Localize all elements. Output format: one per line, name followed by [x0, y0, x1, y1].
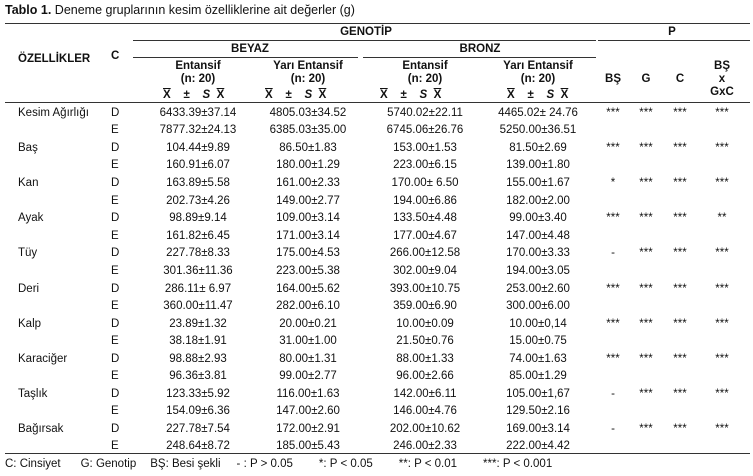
- cell-value: 133.50±4.48: [393, 212, 457, 225]
- s-symbol: S: [304, 89, 313, 101]
- significance-mark: ***: [673, 212, 687, 225]
- sex-e: E: [111, 264, 119, 277]
- rule-top: [5, 23, 750, 24]
- sex-d: D: [111, 352, 120, 365]
- sex-d: D: [111, 107, 120, 119]
- plus-minus-symbol: ±: [183, 89, 190, 101]
- cell-value: 175.00±4.53: [276, 247, 340, 260]
- cell-value: 170.00±3.33: [506, 247, 570, 260]
- cell-value: 301.36±11.36: [163, 264, 233, 277]
- cell-value: 99.00±2.77: [279, 370, 337, 382]
- cell-value: 6745.06±26.76: [386, 124, 464, 137]
- sex-e: E: [111, 370, 119, 382]
- significance-mark: ***: [606, 352, 620, 365]
- header-p: P: [668, 26, 676, 38]
- significance-mark: ***: [639, 317, 653, 330]
- significance-mark: ***: [606, 212, 620, 225]
- header-bs: BŞ: [605, 73, 621, 85]
- cell-value: 23.89±1.32: [169, 317, 227, 330]
- row-label: Baş: [18, 142, 38, 155]
- header-beyaz-entansif-n: (n: 20): [180, 73, 216, 85]
- significance-mark: ***: [673, 352, 687, 365]
- sex-e: E: [111, 440, 119, 453]
- cell-value: 142.00±6.11: [393, 387, 457, 400]
- cell-value: 227.78±7.54: [166, 422, 230, 435]
- row-label: Karaciğer: [18, 352, 68, 365]
- cell-value: 155.00±1.67: [506, 177, 570, 190]
- cell-value: 139.00±1.80: [506, 159, 570, 172]
- cell-value: 227.78±8.33: [166, 247, 230, 260]
- significance-mark: ***: [715, 177, 729, 190]
- rule-header-bottom: [5, 102, 750, 103]
- cell-value: 222.00±4.42: [506, 440, 570, 453]
- sex-d: D: [111, 177, 120, 190]
- cell-value: 146.00±4.76: [393, 405, 457, 418]
- significance-mark: ***: [715, 422, 729, 435]
- sex-d: D: [111, 212, 120, 225]
- rule-bronz: [363, 57, 596, 58]
- cell-value: 164.00±5.62: [276, 282, 340, 295]
- cell-value: 223.00±6.15: [393, 159, 457, 172]
- header-interaction-1: BŞ: [714, 60, 730, 72]
- mean-symbol: $\overline{X}$: [318, 89, 327, 101]
- header-cc: C: [675, 73, 685, 85]
- cell-value: 96.00±2.66: [396, 370, 454, 382]
- significance-mark: ***: [639, 142, 653, 155]
- significance-mark: ***: [673, 107, 687, 119]
- cell-value: 253.00±2.60: [506, 282, 570, 295]
- cell-value: 7877.32±24.13: [159, 124, 237, 137]
- footnote-ns: - : P > 0.05: [236, 458, 293, 470]
- significance-mark: ***: [639, 387, 653, 400]
- significance-mark: ***: [639, 107, 653, 119]
- sex-e: E: [111, 405, 119, 418]
- row-label: Ayak: [18, 212, 44, 225]
- significance-mark: ***: [639, 352, 653, 365]
- cell-value: 4465.02± 24.76: [498, 107, 578, 119]
- mean-symbol: $\overline{X}$: [433, 89, 442, 101]
- cell-value: 104.44±9.89: [166, 142, 230, 155]
- cell-value: 147.00±4.48: [506, 229, 570, 242]
- significance-mark: -: [611, 422, 615, 435]
- significance-mark: ***: [715, 387, 729, 400]
- cell-value: 31.00±1.00: [279, 334, 337, 347]
- mean-symbol: $\overline{X}$: [216, 89, 225, 101]
- significance-mark: ***: [715, 317, 729, 330]
- sex-d: D: [111, 282, 120, 295]
- significance-mark: ***: [673, 282, 687, 295]
- cell-value: 98.88±2.93: [169, 352, 227, 365]
- s-symbol: S: [546, 89, 555, 101]
- table-footnote: [5, 458, 552, 470]
- header-g: G: [641, 73, 651, 85]
- cell-value: 4805.03±34.52: [269, 107, 347, 119]
- significance-mark: ***: [715, 247, 729, 260]
- row-label: Deri: [18, 282, 40, 295]
- cell-value: 5740.02±22.11: [387, 107, 463, 119]
- cell-value: 185.00±5.43: [276, 440, 340, 453]
- stat-symbols-2: [265, 89, 326, 102]
- cell-value: 10.00±0,14: [509, 317, 567, 330]
- cell-value: 393.00±10.75: [389, 282, 461, 295]
- footnote-g: G: Genotip: [80, 458, 137, 470]
- row-label: Taşlık: [18, 387, 48, 400]
- cell-value: 160.91±6.07: [166, 159, 230, 172]
- sex-d: D: [111, 247, 120, 260]
- header-bronz-entansif-n: (n: 20): [407, 73, 443, 85]
- rule-beyaz: [133, 57, 358, 58]
- cell-value: 246.00±2.33: [393, 440, 457, 453]
- significance-mark: ***: [673, 387, 687, 400]
- sex-e: E: [111, 299, 119, 312]
- sex-d: D: [111, 387, 120, 400]
- cell-value: 282.00±6.10: [276, 299, 340, 312]
- sex-e: E: [111, 229, 119, 242]
- plus-minus-symbol: ±: [285, 89, 292, 101]
- significance-mark: ***: [715, 142, 729, 155]
- cell-value: 10.00±0.09: [396, 317, 454, 330]
- cell-value: 81.50±2.69: [509, 142, 567, 155]
- cell-value: 286.11± 6.97: [164, 282, 232, 295]
- mean-symbol: $\overline{X}$: [380, 89, 388, 101]
- sex-e: E: [111, 159, 119, 172]
- significance-mark: ***: [673, 422, 687, 435]
- cell-value: 96.36±3.81: [169, 370, 227, 382]
- cell-value: 266.00±12.58: [389, 247, 461, 260]
- significance-mark: *: [610, 177, 616, 190]
- significance-mark: ***: [606, 317, 620, 330]
- significance-mark: -: [611, 247, 615, 260]
- footnote-bs: BŞ: Besi şekli: [150, 458, 221, 470]
- row-label: Kesim Ağırlığı: [18, 107, 89, 119]
- cell-value: 194.00±6.86: [393, 194, 457, 207]
- sex-d: D: [111, 422, 120, 435]
- cell-value: 147.00±2.60: [276, 405, 340, 418]
- header-bronz: BRONZ: [459, 43, 501, 55]
- mean-symbol: $\overline{X}$: [507, 89, 515, 101]
- cell-value: 172.00±2.91: [276, 422, 340, 435]
- significance-mark: ***: [673, 317, 687, 330]
- row-label: Tüy: [18, 247, 38, 260]
- row-label: Kan: [18, 177, 39, 190]
- cell-value: 6433.39±37.14: [159, 107, 237, 119]
- significance-mark: ***: [639, 282, 653, 295]
- header-genotip: GENOTİP: [340, 26, 392, 38]
- cell-value: 149.00±2.77: [276, 194, 340, 207]
- header-beyaz: BEYAZ: [231, 43, 269, 55]
- caption-text: Deneme gruplarının kesim özelliklerine ait değerler (g): [51, 3, 355, 17]
- plus-minus-symbol: ±: [527, 89, 534, 101]
- cell-value: 74.00±1.63: [509, 352, 567, 365]
- cell-value: 163.89±5.58: [166, 177, 230, 190]
- caption-label: Tablo 1.: [5, 3, 52, 17]
- footnote-p2: **: P < 0.01: [398, 458, 458, 470]
- cell-value: 154.09±6.36: [166, 405, 230, 418]
- significance-mark: ***: [715, 352, 729, 365]
- header-bronz-yari: Yarı Entansif: [503, 60, 573, 72]
- cell-value: 153.00±1.53: [393, 142, 457, 155]
- row-label: Kalp: [18, 317, 42, 330]
- sex-e: E: [111, 334, 119, 347]
- significance-mark: ***: [673, 142, 687, 155]
- significance-mark: ***: [673, 247, 687, 260]
- significance-mark: ***: [639, 247, 653, 260]
- cell-value: 21.50±0.76: [396, 334, 454, 347]
- significance-mark: **: [717, 212, 727, 225]
- stat-symbols-1: [163, 89, 224, 102]
- cell-value: 169.00±3.14: [506, 422, 570, 435]
- cell-value: 6385.03±35.00: [269, 124, 347, 137]
- footnote-c: C: Cinsiyet: [5, 458, 61, 470]
- significance-mark: ***: [673, 177, 687, 190]
- cell-value: 161.82±6.45: [166, 229, 230, 242]
- cell-value: 38.18±1.91: [169, 334, 227, 347]
- stat-symbols-4: [507, 89, 568, 102]
- cell-value: 85.00±1.29: [509, 370, 567, 382]
- footnote-p1: *: P < 0.05: [318, 458, 373, 470]
- s-symbol: S: [419, 89, 428, 101]
- cell-value: 202.00±10.62: [389, 422, 461, 435]
- cell-value: 105.00±1,67: [506, 387, 570, 400]
- cell-value: 359.00±6.90: [393, 299, 457, 312]
- header-interaction-3: GxC: [710, 86, 734, 98]
- header-beyaz-yari-n: (n: 20): [290, 73, 326, 85]
- footnote-p3: ***: P < 0.001: [483, 458, 553, 470]
- cell-value: 300.00±6.00: [506, 299, 570, 312]
- significance-mark: ***: [606, 282, 620, 295]
- rule-genotip: [133, 40, 596, 41]
- cell-value: 123.33±5.92: [166, 387, 230, 400]
- cell-value: 5250.00±36.51: [499, 124, 577, 137]
- cell-value: 182.00±2.00: [506, 194, 570, 207]
- cell-value: 302.00±9.04: [393, 264, 457, 277]
- table-caption: [5, 3, 355, 17]
- significance-mark: ***: [639, 422, 653, 435]
- cell-value: 15.00±0.75: [509, 334, 567, 347]
- cell-value: 99.00±3.40: [509, 212, 567, 225]
- significance-mark: ***: [639, 212, 653, 225]
- mean-symbol: $\overline{X}$: [163, 89, 171, 101]
- mean-symbol: $\overline{X}$: [560, 89, 569, 101]
- row-label: Bağırsak: [18, 422, 64, 435]
- cell-value: 248.64±8.72: [166, 440, 230, 453]
- header-interaction-2: x: [718, 73, 726, 85]
- cell-value: 177.00±4.67: [393, 229, 457, 242]
- header-c: C: [111, 50, 120, 62]
- cell-value: 88.00±1.33: [396, 352, 454, 365]
- sex-e: E: [111, 124, 119, 137]
- cell-value: 86.50±1.83: [279, 142, 337, 155]
- mean-symbol: $\overline{X}$: [265, 89, 273, 101]
- stat-symbols-3: [380, 89, 441, 102]
- significance-mark: ***: [639, 177, 653, 190]
- cell-value: 109.00±3.14: [276, 212, 340, 225]
- significance-mark: ***: [715, 282, 729, 295]
- cell-value: 116.00±1.63: [276, 387, 340, 400]
- significance-mark: -: [611, 387, 615, 400]
- cell-value: 161.00±2.33: [276, 177, 340, 190]
- cell-value: 171.00±3.14: [276, 229, 340, 242]
- cell-value: 129.50±2.16: [506, 405, 570, 418]
- header-ozellikler: ÖZELLİKLER: [18, 53, 91, 65]
- sex-e: E: [111, 194, 119, 207]
- header-bronz-yari-n: (n: 20): [520, 73, 556, 85]
- plus-minus-symbol: ±: [400, 89, 407, 101]
- cell-value: 180.00±1.29: [276, 159, 340, 172]
- cell-value: 20.00±0.21: [279, 317, 337, 330]
- cell-value: 170.00± 6.50: [391, 177, 459, 190]
- header-beyaz-entansif: Entansif: [175, 60, 221, 72]
- significance-mark: ***: [606, 107, 620, 119]
- cell-value: 80.00±1.31: [279, 352, 337, 365]
- sex-d: D: [111, 317, 120, 330]
- significance-mark: ***: [606, 142, 620, 155]
- s-symbol: S: [202, 89, 211, 101]
- cell-value: 98.89±9.14: [169, 212, 227, 225]
- cell-value: 194.00±3.05: [506, 264, 570, 277]
- rule-p: [598, 40, 750, 41]
- cell-value: 202.73±4.26: [166, 194, 230, 207]
- cell-value: 360.00±11.47: [163, 299, 233, 312]
- header-beyaz-yari: Yarı Entansif: [273, 60, 343, 72]
- header-bronz-entansif: Entansif: [402, 60, 448, 72]
- significance-mark: ***: [715, 107, 729, 119]
- sex-d: D: [111, 142, 120, 155]
- cell-value: 223.00±5.38: [276, 264, 340, 277]
